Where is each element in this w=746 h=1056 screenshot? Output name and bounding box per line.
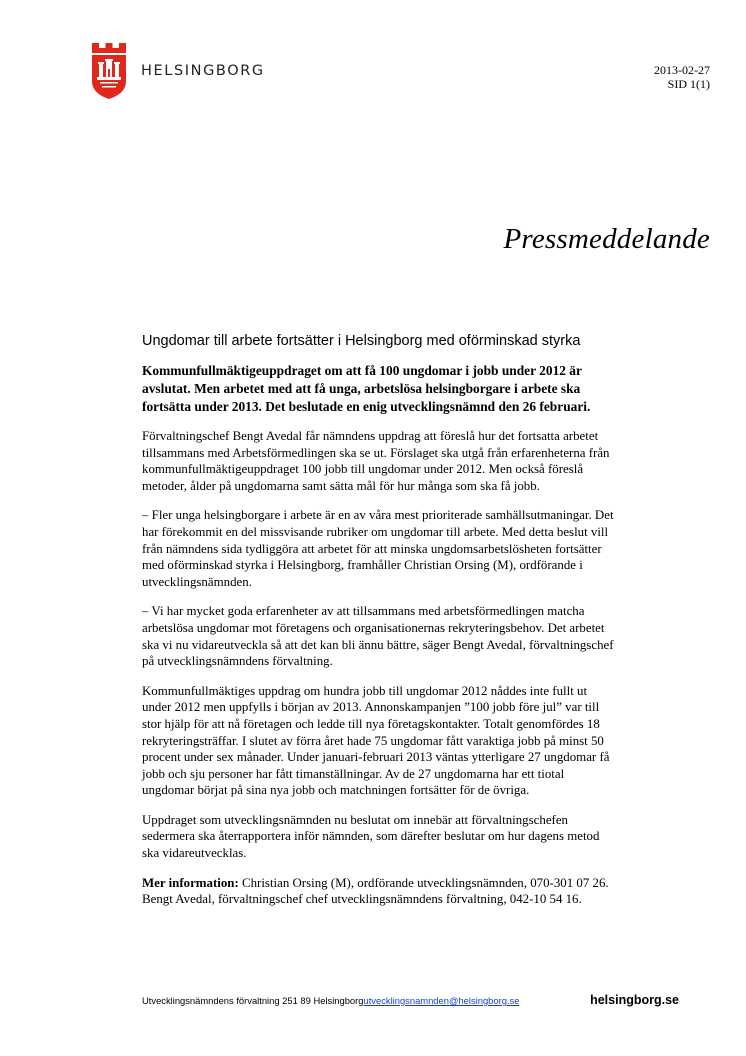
contact-label: Mer information: [142,875,239,890]
body-paragraph: Kommunfullmäktiges uppdrag om hundra jobb till ungdomar 2012 nåddes inte fullt ut under 2012 men uppfylls i början av 2013. Annonskampanjen ”100 jobb före jul” var till stor hjälp för att nå företagen och ledde till nya företagskontakter. Totalt genomfördes 18 rekryteringsträffar. I slutet av förra året hade 75 ungdomar fått varaktiga jobb på minst 50 procent under sex månader. Under januari-februari 2013 väntas ytterligare 27 ungdomar få jobb och sju personer har fått timanställningar. Av de 27 ungdomarna har ett tiotal ungdomar börjat på sina nya jobb och matchningen fortsätter för de övriga. [142,683,610,798]
headline: Ungdomar till arbete fortsätter i Helsingborg med oförminskad styrka [142,333,581,349]
contact-line-2: Bengt Avedal, förvaltningschef chef utvecklingsnämndens förvaltning, 042-10 54 16. [142,892,582,907]
footer-website: helsingborg.se [590,993,679,1007]
page-number: SID 1(1) [667,77,710,91]
body-paragraph: Förvaltningschef Bengt Avedal får nämndens uppdrag att föreslå hur det fortsatta arbetet tillsammans med Arbetsförmedlingen ska se ut. Förslaget ska utgå från erfarenheterna från kommunfullmäktigeuppdraget 100 jobb till ungdomar under 2012. Men också föreslå metoder, ålder på ungdomarna samt sätta mål för hur många som ska få jobb. [142,429,610,493]
page-footer [142,995,679,1011]
footer-email-link[interactable]: utvecklingsnamnden@helsingborg.se [363,995,520,1006]
lead-paragraph: Kommunfullmäktigeuppdraget om att få 100 ungdomar i jobb under 2012 är avslutat. Men arbetet med att få unga, arbetslösa helsingborgare i arbete ska fortsätta under 2013. Det beslutade en enig utvecklingsnämnd den 26 februari. [142,363,591,414]
helsingborg-logo [92,43,126,99]
document-meta [654,63,710,91]
body-paragraph: – Fler unga helsingborgare i arbete är en av våra mest prioriterade samhällsutmaningar. Det har förekommit en del missvisande rubriker om ungdomar till arbete. Med detta beslut vill från nämndens sida tydliggöra att arbetet för att minska ungdomsarbetslösheten fortsätter med oförminskad styrka i Helsingborg, framhåller Christian Orsing (M), ordförande i utvecklingsnämnden. [142,508,614,589]
org-name: HELSINGBORG [141,63,265,79]
footer-address-line [142,995,519,1007]
contact-line-1: Christian Orsing (M), ordförande utvecklingsnämnden, 070-301 07 26. [238,875,609,890]
footer-address: Utvecklingsnämndens förvaltning 251 89 Helsingborg [142,995,364,1006]
body-paragraph: Uppdraget som utvecklingsnämnden nu beslutat om innebär att förvaltningschefen sedermera ska återrapportera inför nämnden, som därefter beslutar om hur dagens metod ska vidareutvecklas. [142,812,600,861]
document-type-title: Pressmeddelande [503,223,710,255]
document-date: 2013-02-27 [654,63,710,77]
contact-info [142,875,616,908]
body-paragraph: – Vi har mycket goda erfarenheter av att tillsammans med arbetsförmedlingen matcha arbetslösa ungdomar mot företagens och organisationernas rekryteringsbehov. Det arbetet ska vi nu vidareutveckla så att det kan bli ännu bättre, säger Bengt Avedal, förvaltningschef på utvecklingsnämndens förvaltning. [142,604,614,669]
press-release-body [142,332,616,921]
